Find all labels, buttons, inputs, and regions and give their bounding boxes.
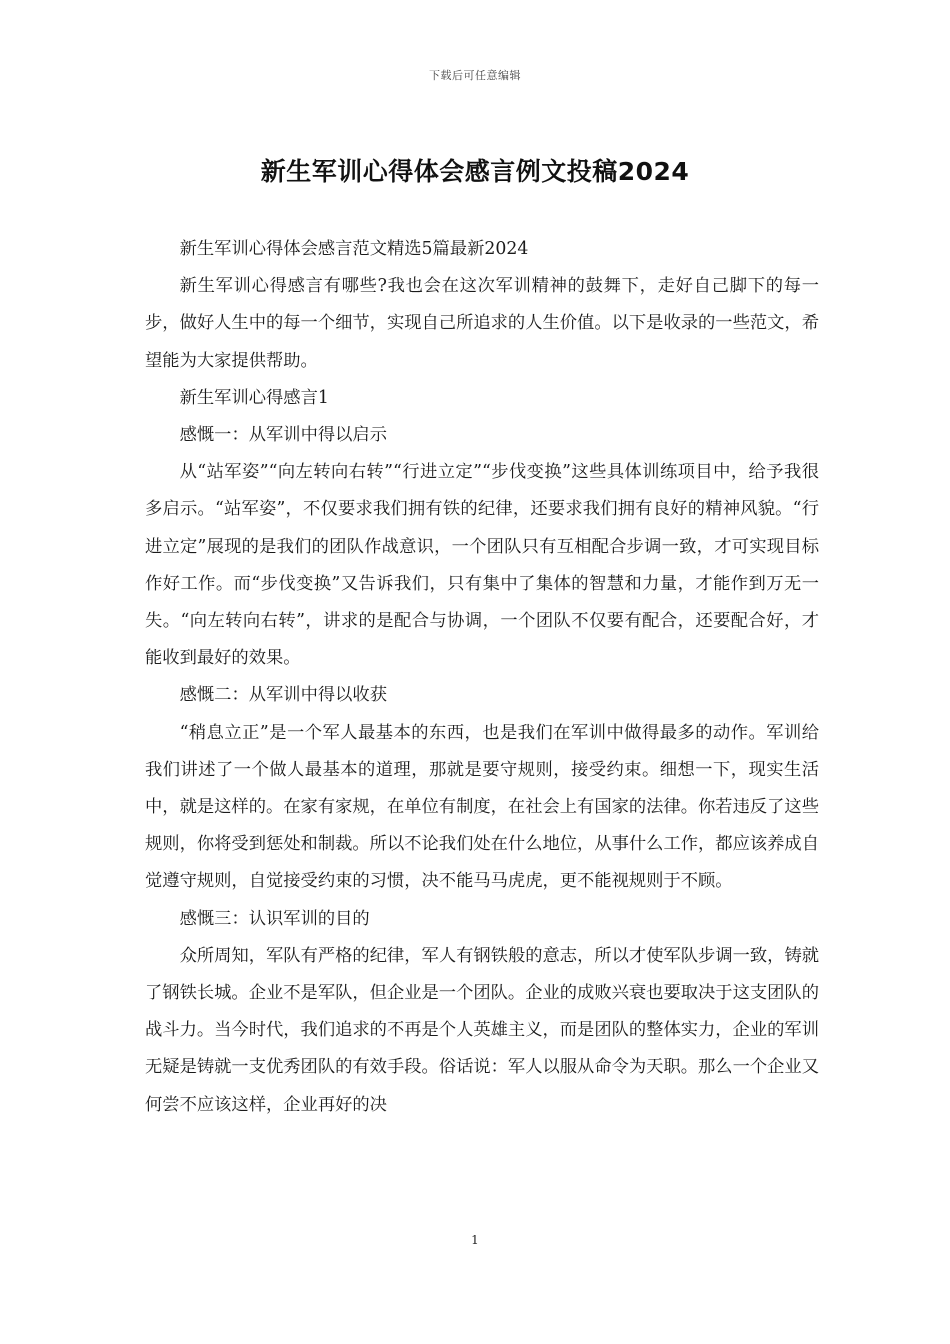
header-note: 下载后可任意编辑 [429,69,521,82]
paragraph-body-3: 众所周知，军队有严格的纪律，军人有钢铁般的意志，所以才使军队步调一致，铸就了钢铁长城。企业不是军队，但企业是一个团队。企业的成败兴衰也要取决于这支团队的战斗力。当今时代，我们追求的不再是个人英雄主义，而是团队的整体实力，企业的军训无疑是铸就一支优秀团队的有效手段。俗话说：军人以服从命令为天职。那么一个企业又何尝不应该这样，企业再好的决 [145,945,820,1115]
page-number: 1 [471,1233,479,1247]
document-body [145,231,819,1124]
document-title: 新生军训心得体会感言例文投稿2024 [260,157,690,186]
paragraph-section-heading: 新生军训心得感言1 [179,387,329,408]
paragraph-heading-3: 感慨三：认识军训的目的 [179,908,370,929]
paragraph-heading-1: 感慨一：从军训中得以启示 [179,425,387,446]
paragraph-body-2: “稍息立正”是一个军人最基本的东西，也是我们在军训中做得最多的动作。军训给我们讲述了一个做人最基本的道理，那就是要守规则，接受约束。细想一下，现实生活中，就是这样的。在家有家规，在单位有制度，在社会上有国家的法律。你若违反了这些规则，你将受到惩处和制裁。所以不论我们处在什么地位，从事什么工作，都应该养成自觉遵守规则，自觉接受约束的习惯，决不能马马虎虎，更不能视规则于不顾。 [145,722,819,892]
paragraph-heading-2: 感慨二：从军训中得以收获 [179,685,387,706]
paragraph-subtitle: 新生军训心得体会感言范文精选5篇最新2024 [179,239,529,259]
paragraph-body-1: 从“站军姿”“向左转向右转”“行进立定”“步伐变换”这些具体训练项目中，给予我很多启示。“站军姿”，不仅要求我们拥有铁的纪律，还要求我们拥有良好的精神风貌。“行进立定”展现的是我们的团队作战意识，一个团队只有互相配合步调一致，才可实现目标作好工作。而“步伐变换”又告诉我们，只有集中了集体的智慧和力量，才能作到万无一失。“向左转向右转”，讲求的是配合与协调，一个团队不仅要有配合，还要配合好，才能收到最好的效果。 [145,462,819,669]
paragraph-intro: 新生军训心得感言有哪些?我也会在这次军训精神的鼓舞下，走好自己脚下的每一步，做好人生中的每一个细节，实现自己所追求的人生价值。以下是收录的一些范文，希望能为大家提供帮助。 [145,276,819,371]
